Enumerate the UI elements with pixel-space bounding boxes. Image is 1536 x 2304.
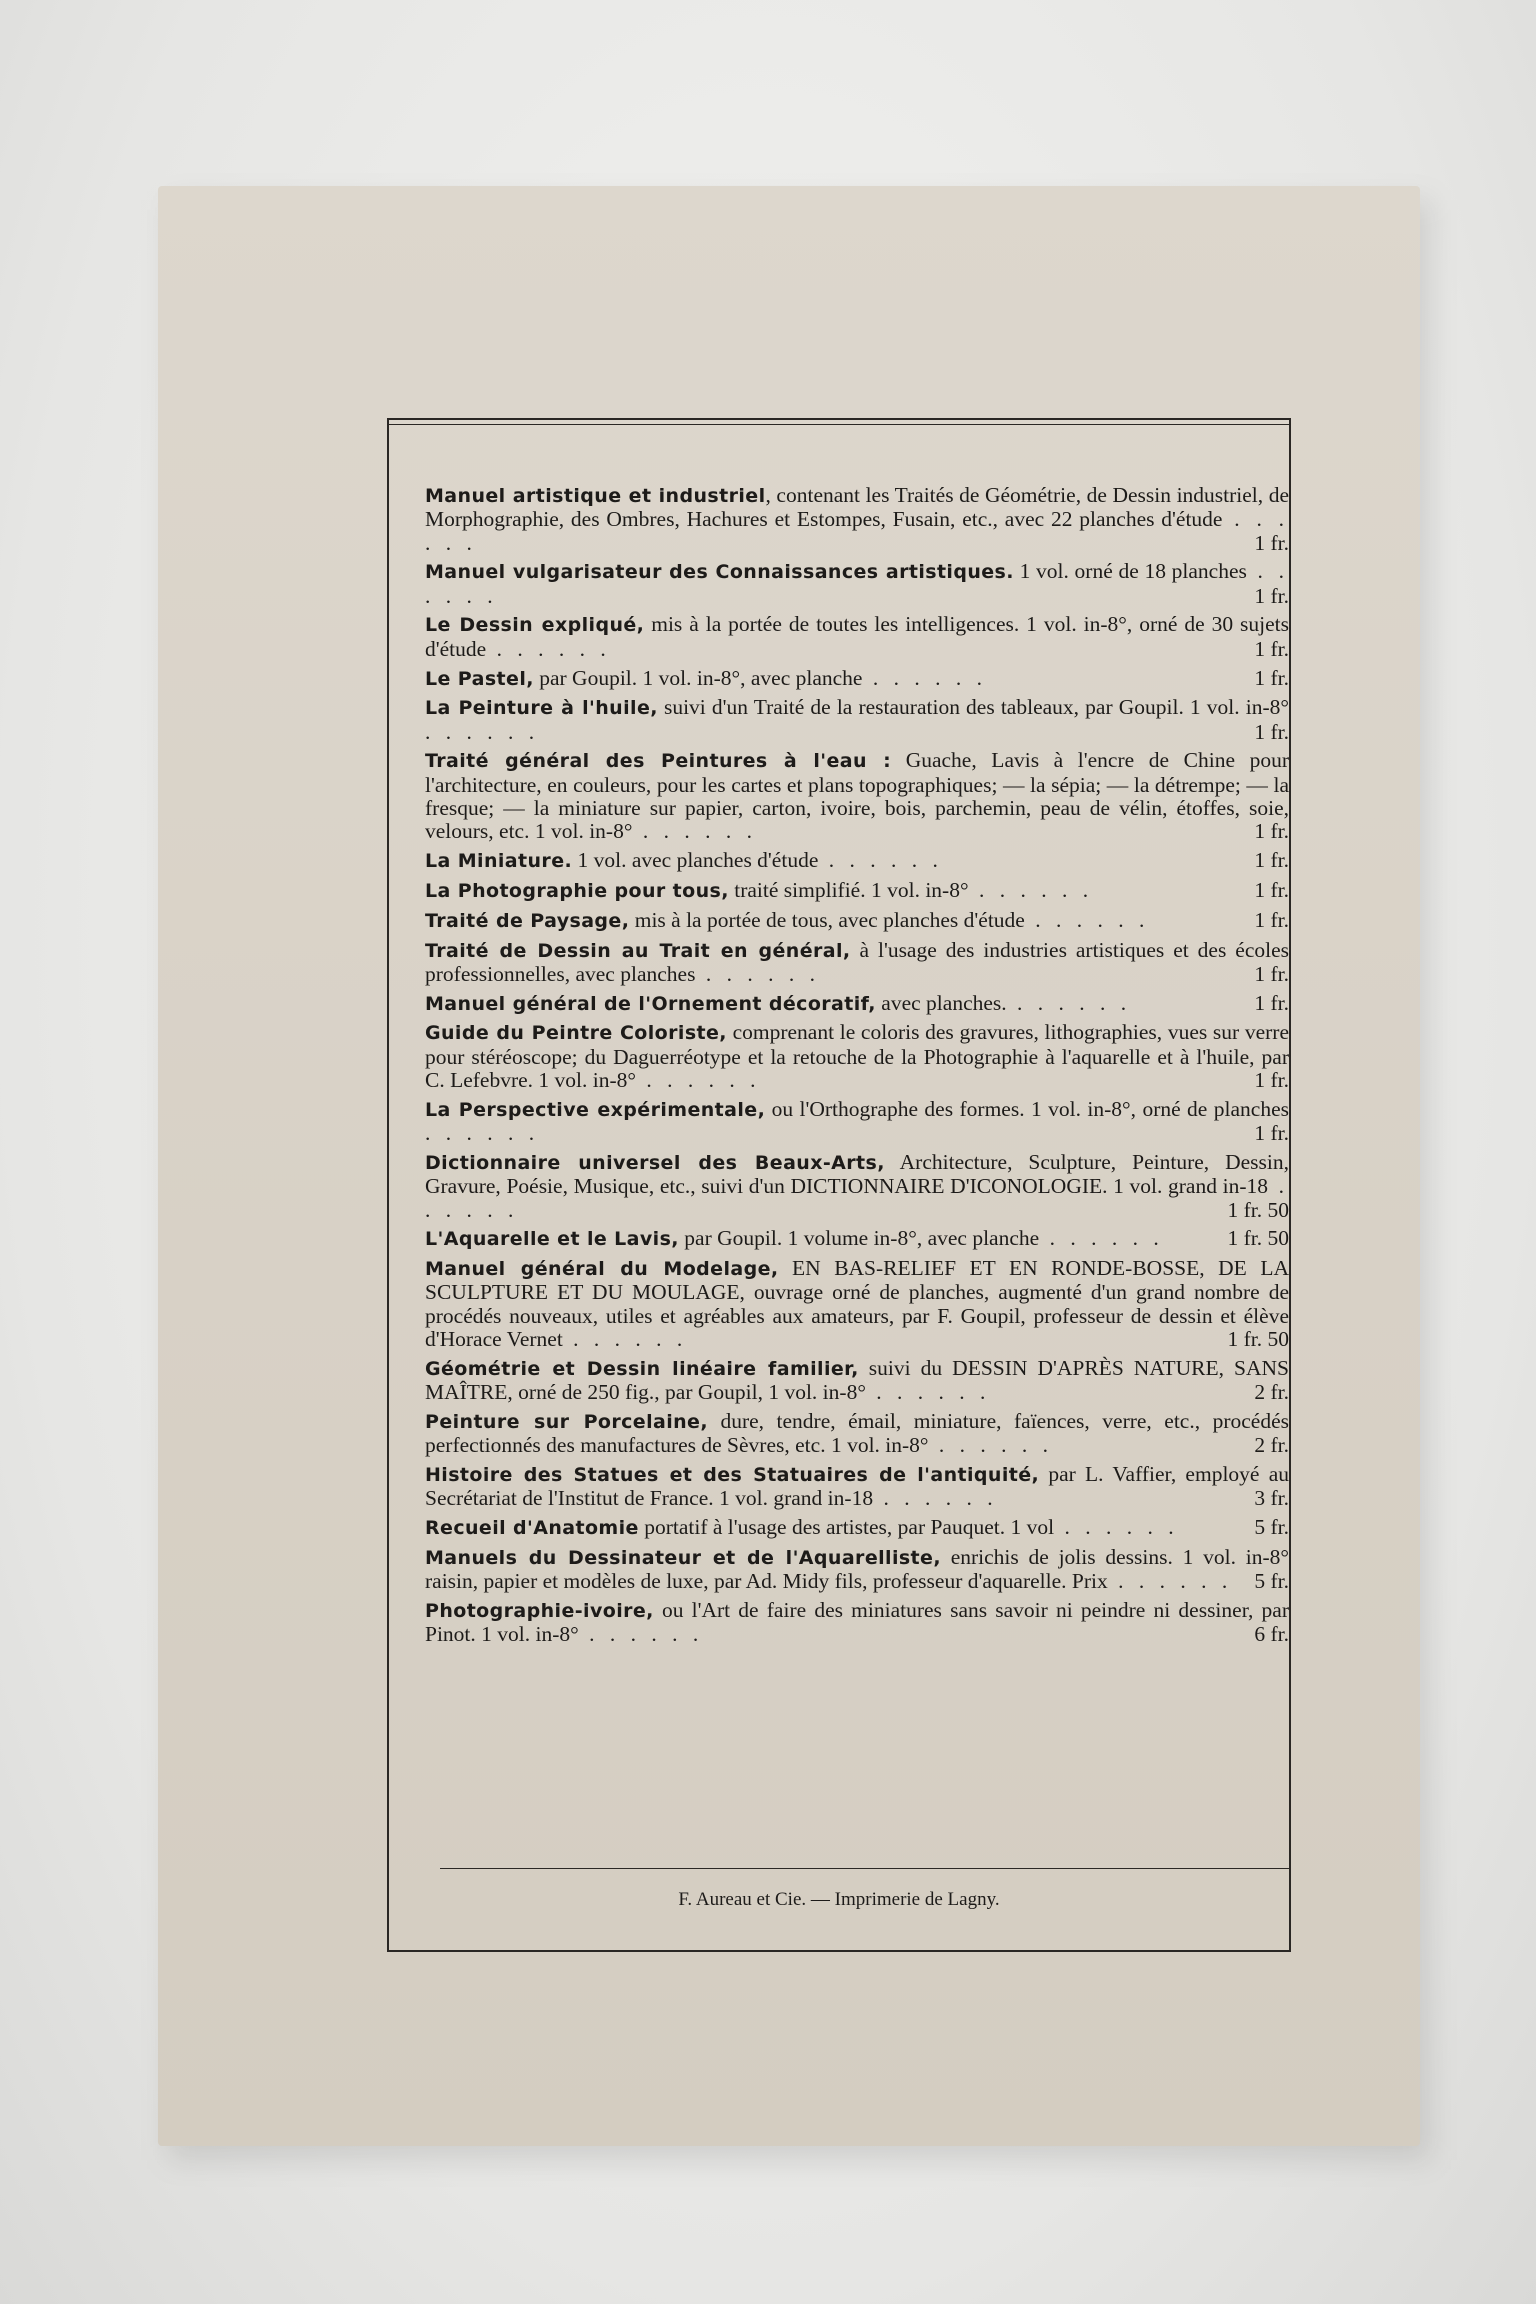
catalogue-entry	[425, 749, 1289, 843]
entry-price: 1 fr.	[1254, 636, 1289, 661]
entry-description: portatif à l'usage des artistes, par Pauquet. 1 vol	[638, 1515, 1055, 1540]
entry-title: La Miniature.	[425, 850, 573, 873]
entry-title: Manuel artistique et industriel	[425, 485, 766, 507]
entry-description: mis à la portée de tous, avec planches d'étude	[629, 907, 1025, 932]
bottom-rule	[440, 1868, 1290, 1869]
entry-title: Le Dessin expliqué,	[425, 614, 645, 637]
entry-description: suivi du DESSIN D'APRÈS NATURE, SANS MAÎTRE, orné de 250 fig., par Goupil, 1 vol. in-8°	[425, 1355, 1289, 1405]
entry-price: 1 fr.	[1254, 665, 1289, 690]
entry-title: La Perspective expérimentale,	[425, 1098, 766, 1121]
leader-dots: . . . . . .	[636, 1068, 761, 1093]
entry-description: par Goupil. 1 volume in-8°, avec planche	[678, 1226, 1040, 1251]
entry-price: 6 fr.	[1254, 1622, 1289, 1647]
entry-price: 1 fr. 50	[1227, 1226, 1289, 1251]
frame-inner-rule	[387, 424, 1291, 425]
entry-title: Photographie-ivoire,	[425, 1599, 654, 1622]
leader-dots: . . . . . .	[873, 1486, 998, 1511]
entry-description: Guache, Lavis à l'encre de Chine pour l'architecture, en couleurs, pour les cartes et plans topographiques; — la sépia; — la détrempe; — la fresque; — la miniature sur papier, carton, ivoire, bois, parchemin, peau de vélin, étoffes, soie, velours, etc. 1 vol. in-8°	[425, 748, 1289, 844]
catalogue-entry	[425, 939, 1289, 987]
leader-dots: . . . . . .	[1054, 1515, 1179, 1540]
leader-dots: . . . . . .	[928, 1433, 1054, 1458]
catalogue-entry	[425, 1516, 1289, 1540]
entry-price: 1 fr.	[1254, 530, 1289, 555]
entry-price: 1 fr.	[1254, 990, 1289, 1015]
entry-title: Manuel vulgarisateur des Connaissances artistiques.	[425, 561, 1014, 584]
leader-dots: . . . . . .	[425, 719, 540, 744]
catalogue-entry	[425, 992, 1289, 1016]
entry-title: Traité général des Peintures à l'eau :	[425, 750, 892, 773]
catalogue-entry	[425, 849, 1289, 873]
catalogue-entry	[425, 1599, 1289, 1647]
entry-description: 1 vol. orné de 18 planches	[1013, 559, 1247, 584]
entry-description: EN BAS-RELIEF ET EN RONDE-BOSSE, DE LA SCULPTURE ET DU MOULAGE, ouvrage orné de planches, augmenté d'un grand nombre de procédés nouveaux, utiles et agréables aux amateurs, par F. Goupil, professeur de dessin et élève d'Horace Vernet	[425, 1256, 1289, 1351]
catalogue-entry	[425, 909, 1289, 933]
entry-description: ou l'Art de faire des miniatures sans savoir ni peindre ni dessiner, par Pinot. 1 vol. in-8°	[425, 1597, 1289, 1647]
entry-description: , contenant les Traités de Géométrie, de Dessin industriel, de Morphographie, des Ombres, Hachures et Estompes, Fusain, etc., avec 22 planches d'étude	[425, 483, 1290, 532]
leader-dots: . . . . . .	[562, 1327, 688, 1351]
entry-description: dure, tendre, émail, miniature, faïences, verre, etc., procédés perfectionnés des manufactures de Sèvres, etc. 1 vol. in-8°	[425, 1408, 1289, 1458]
catalogue-entry	[425, 667, 1289, 691]
entry-description: suivi d'un Traité de la restauration des tableaux, par Goupil. 1 vol. in-8°	[657, 695, 1289, 720]
entry-title: Peinture sur Porcelaine,	[425, 1410, 708, 1433]
entry-price: 1 fr.	[1254, 719, 1289, 744]
entry-description: mis à la portée de toutes les intelligences. 1 vol. in-8°, orné de 30 sujets d'étude	[425, 612, 1290, 661]
leader-dots: . . . . . .	[968, 877, 1094, 902]
entry-title: Géométrie et Dessin linéaire familier,	[425, 1357, 859, 1380]
leader-dots: . . . . . .	[865, 1380, 991, 1405]
entry-title: Le Pastel,	[425, 667, 534, 690]
catalogue-entry	[425, 1257, 1289, 1351]
catalogue-entry	[425, 613, 1289, 661]
entry-description: par L. Vaffier, employé au Secrétariat de l'Institut de France. 1 vol. grand in-18	[425, 1461, 1289, 1511]
catalogue-entry	[425, 1021, 1289, 1092]
entry-price: 5 fr.	[1254, 1515, 1289, 1540]
entry-description: avec planches.	[875, 990, 1007, 1015]
leader-dots: . . . . . .	[695, 961, 820, 986]
leader-dots: . . . . . .	[425, 1121, 540, 1146]
leader-dots: . . . . . .	[425, 507, 1289, 555]
entry-title: Traité de Dessin au Trait en général,	[425, 939, 851, 962]
entry-price: 2 fr.	[1254, 1380, 1289, 1405]
catalogue-entry	[425, 1098, 1289, 1146]
leader-dots: . . . . . .	[425, 1174, 1290, 1222]
entry-description: comprenant le coloris des gravures, lithographies, vues sur verre pour stéréoscope; du Daguerréotype et la retouche de la Photographie à l'aquarelle et à l'huile, par C. Lefebvre. 1 vol. in-8°	[425, 1020, 1290, 1093]
leader-dots: . . . . . .	[1107, 1569, 1233, 1594]
catalogue-entry	[425, 1357, 1289, 1405]
entry-price: 1 fr. 50	[1227, 1197, 1289, 1222]
catalogue-entry	[425, 560, 1289, 608]
entry-price: 1 fr.	[1254, 848, 1289, 873]
entry-price: 1 fr.	[1254, 583, 1289, 608]
entry-title: Guide du Peintre Coloriste,	[425, 1022, 727, 1045]
leader-dots: . . . . . .	[1024, 907, 1150, 932]
leader-dots: . . . . . .	[818, 848, 943, 873]
leader-dots: . . . . . .	[1006, 990, 1132, 1015]
entry-price: 1 fr. 50	[1227, 1327, 1289, 1351]
catalogue-entry	[425, 484, 1289, 555]
entry-description: ou l'Orthographe des formes. 1 vol. in-8°, orné de planches	[765, 1096, 1289, 1121]
entry-title: Manuel général du Modelage,	[425, 1258, 779, 1281]
entry-title: Traité de Paysage,	[425, 909, 630, 932]
printer-imprint: F. Aureau et Cie. — Imprimerie de Lagny.	[678, 1889, 1000, 1910]
entry-price: 1 fr.	[1254, 1121, 1289, 1146]
entry-title: Manuels du Dessinateur et de l'Aquarelliste,	[425, 1546, 941, 1569]
leader-dots: . . . . . .	[578, 1622, 704, 1647]
entry-price: 1 fr.	[1254, 961, 1289, 986]
entry-description: 1 vol. avec planches d'étude	[572, 848, 819, 873]
entry-title: L'Aquarelle et le Lavis,	[425, 1228, 679, 1251]
catalogue-list	[425, 484, 1289, 1652]
entry-price: 3 fr.	[1254, 1486, 1289, 1511]
leader-dots: . . . . . .	[486, 636, 611, 661]
entry-description: à l'usage des industries artistiques et des écoles professionnelles, avec planches	[425, 937, 1289, 986]
leader-dots: . . . . . .	[1039, 1226, 1164, 1251]
catalogue-entry	[425, 696, 1289, 744]
leader-dots: . . . . . .	[425, 559, 1289, 608]
entry-description: enrichis de jolis dessins. 1 vol. in-8° raisin, papier et modèles de luxe, par Ad. Midy fils, professeur d'aquarelle. Prix	[425, 1544, 1289, 1594]
catalogue-entry	[425, 1546, 1289, 1594]
entry-price: 1 fr.	[1254, 877, 1289, 902]
entry-title: Recueil d'Anatomie	[425, 1517, 639, 1540]
entry-title: Manuel général de l'Ornement décoratif,	[425, 992, 876, 1015]
catalogue-entry	[425, 1410, 1289, 1458]
entry-price: 1 fr.	[1254, 907, 1289, 932]
entry-description: traité simplifié. 1 vol. in-8°	[728, 877, 969, 902]
entry-title: La Photographie pour tous,	[425, 879, 729, 902]
entry-price: 5 fr.	[1254, 1569, 1289, 1594]
catalogue-entry	[425, 879, 1289, 903]
entry-price: 2 fr.	[1254, 1433, 1289, 1458]
entry-price: 1 fr.	[1254, 819, 1289, 844]
entry-description: par Goupil. 1 vol. in-8°, avec planche	[533, 665, 863, 690]
catalogue-entry	[425, 1463, 1289, 1511]
entry-title: Dictionnaire universel des Beaux-Arts,	[425, 1151, 885, 1174]
leader-dots: . . . . . .	[862, 665, 987, 690]
entry-title: Histoire des Statues et des Statuaires de l'antiquité,	[425, 1463, 1040, 1486]
catalogue-entry	[425, 1151, 1289, 1222]
leader-dots: . . . . . .	[632, 819, 757, 844]
entry-price: 1 fr.	[1254, 1068, 1289, 1093]
entry-title: La Peinture à l'huile,	[425, 697, 658, 720]
catalogue-entry	[425, 1227, 1289, 1251]
entry-description: Architecture, Sculpture, Peinture, Dessin, Gravure, Poésie, Musique, etc., suivi d'un DICTIONNAIRE D'ICONOLOGIE. 1 vol. grand in-18	[425, 1149, 1290, 1199]
